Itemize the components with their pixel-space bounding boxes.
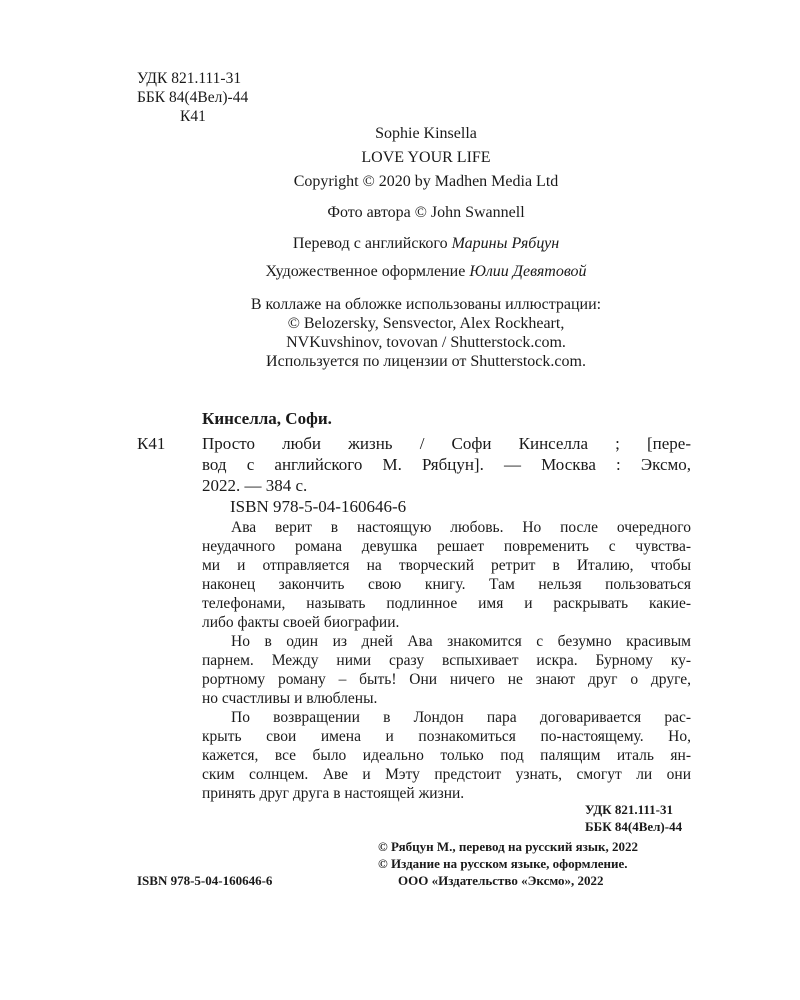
annotation-line: По возвращении в Лондон пара договаривается рас- xyxy=(231,709,691,726)
author-mark-top: К41 xyxy=(180,108,206,125)
footer-isbn: ISBN 978-5-04-160646-6 xyxy=(137,873,273,888)
annotation-line: либо факты своей биографии. xyxy=(202,614,400,631)
bbk-code-top: ББК 84(4Вел)-44 xyxy=(137,89,249,106)
copyright-publisher: ООО «Издательство «Эксмо», 2022 xyxy=(398,873,604,888)
udk-code-bottom: УДК 821.111-31 xyxy=(585,802,673,817)
annotation-line: наконец закончить свою книгу. Там нельзя пользоваться xyxy=(202,576,691,593)
illustrations-line-1: В коллаже на обложке использованы иллюстрации: xyxy=(250,296,602,313)
catalog-description-line: вод с английского М. Рябцун]. — Москва : Эксмо, xyxy=(202,455,691,474)
translator-name: Марины Рябцун xyxy=(451,235,560,252)
annotation-paragraph-3 xyxy=(202,708,691,803)
annotation-line: телефонами, называть подлинное имя и раскрывать какие- xyxy=(202,595,691,612)
annotation-line: рортному роману – быть! Они ничего не знают друг о друге, xyxy=(202,671,691,688)
illustrations-line-4: Используется по лицензии от Shutterstock.com. xyxy=(266,353,586,370)
annotation-line: крыть свои имена и познакомиться по-настоящему. Но, xyxy=(202,728,691,745)
design-prefix: Художественное оформление xyxy=(265,263,470,280)
illustrations-line-2: © Belozersky, Sensvector, Alex Rockheart, xyxy=(287,315,565,332)
bbk-code-bottom: ББК 84(4Вел)-44 xyxy=(585,819,683,834)
copyright-edition: © Издание на русском языке, оформление. xyxy=(378,856,628,871)
designer-name: Юлии Девятовой xyxy=(469,263,587,280)
catalog-description-line: Просто люби жизнь / Софи Кинселла ; [пере- xyxy=(202,434,691,453)
annotation-line: но счастливы и влюблены. xyxy=(202,690,378,707)
photo-credit: Фото автора © John Swannell xyxy=(327,204,525,221)
annotation-line: кажется, все было идеально только под палящим италь ян- xyxy=(202,747,691,764)
catalog-description-line: 2022. — 384 с. xyxy=(202,476,308,495)
catalog-isbn: ISBN 978-5-04-160646-6 xyxy=(230,497,407,516)
design-credit xyxy=(26,262,800,281)
illustrations-line-3: NVKuvshinov, tovovan / Shutterstock.com. xyxy=(286,334,566,351)
annotation-line: принять друг друга в настоящей жизни. xyxy=(202,785,465,802)
catalog-mark: К41 xyxy=(137,434,166,453)
udk-code-top: УДК 821.111-31 xyxy=(137,70,242,87)
translation-credit xyxy=(26,234,800,253)
annotation-line: ми и отправляется на творческий ретрит в Италию, чтобы xyxy=(202,557,691,574)
translation-prefix: Перевод с английского xyxy=(292,235,452,252)
annotation-line: ским солнцем. Аве и Мэту предстоит узнать, смогут ли они xyxy=(202,766,691,783)
original-title: LOVE YOUR LIFE xyxy=(361,149,491,166)
copyright-line: Copyright © 2020 by Madhen Media Ltd xyxy=(293,173,559,190)
annotation-paragraph-2 xyxy=(202,632,691,708)
annotation-paragraph-1 xyxy=(202,518,691,632)
copyright-translation: © Рябцун М., перевод на русский язык, 2022 xyxy=(378,839,639,854)
original-author: Sophie Kinsella xyxy=(375,125,477,142)
annotation-line: парнем. Между ними сразу вспыхивает искра. Бурному ку- xyxy=(202,652,691,669)
annotation-line: неудачного романа девушка решает повременить с чувства- xyxy=(202,538,691,555)
annotation-line: Но в один из дней Ава знакомится с безумно красивым xyxy=(231,633,691,650)
catalog-heading: Кинселла, Софи. xyxy=(202,409,332,428)
catalog-description xyxy=(202,433,691,496)
annotation-line: Ава верит в настоящую любовь. Но после очередного xyxy=(231,519,691,536)
